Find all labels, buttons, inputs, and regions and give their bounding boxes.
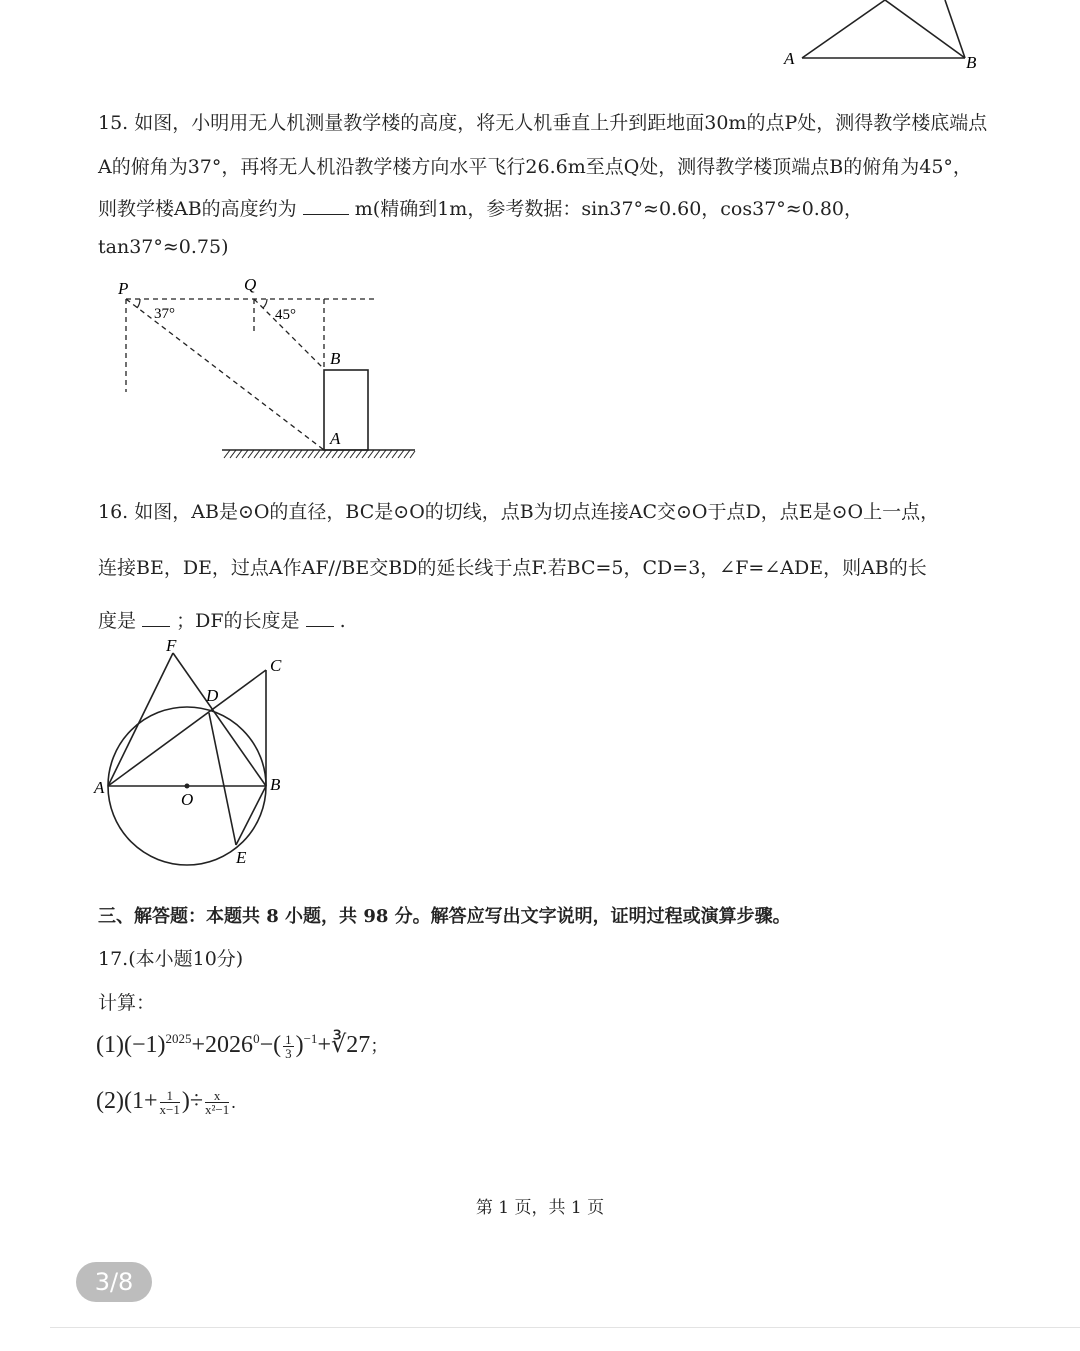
p1-base: (−1) (123, 1032, 166, 1058)
p1-label: (1) (96, 1032, 124, 1058)
previous-question-fragment (98, 0, 398, 8)
label-c: C (270, 656, 282, 675)
p2-fraction-2 (205, 1089, 229, 1116)
label-a: A (784, 49, 795, 68)
label-p: P (118, 279, 129, 298)
label-a: A (330, 429, 341, 448)
p1-frac-num: 1 (285, 1031, 292, 1047)
angle-37: 37° (154, 306, 175, 322)
p1-fraction (283, 1033, 294, 1060)
page-footer: 第 1 页，共 1 页 (475, 1198, 605, 1218)
p1-end: ； (370, 1036, 389, 1056)
p1-exp2: 0 (253, 1031, 260, 1046)
label-b: B (270, 775, 281, 794)
q17-part2-formula (96, 1088, 236, 1116)
q17-part1-formula (96, 1030, 388, 1060)
p1-frac-den: 3 (285, 1045, 292, 1061)
q15-figure (110, 272, 430, 467)
p2-f1-num: 1 (160, 1089, 180, 1103)
q17-header: 17.(本小题10分) (98, 948, 244, 970)
q15-line2: A的俯角为37°，再将无人机沿教学楼方向水平飞行26.6m至点Q处，测得教学楼顶端点B的俯角为45°， (98, 156, 972, 178)
p2-term1: (1+ (123, 1088, 158, 1114)
p1-term3b: ) (295, 1032, 304, 1058)
p2-term2: )÷ (181, 1088, 204, 1114)
q16-answer-blank-2 (306, 612, 334, 627)
p1-term4: +∛27 (317, 1032, 371, 1058)
p1-term2: +2026 (191, 1032, 254, 1058)
angle-45: 45° (275, 307, 296, 323)
p2-label: (2) (96, 1088, 124, 1114)
q16-line3-text-a: 度是 (98, 610, 137, 632)
p2-fraction-1 (160, 1089, 180, 1116)
p1-term3a: −( (259, 1032, 282, 1058)
p1-exp: 2025 (165, 1031, 192, 1046)
q16-answer-blank-1 (142, 612, 170, 627)
q15-answer-blank (303, 200, 349, 215)
q16-line2: 连接BE，DE，过点A作AF//BE交BD的延长线于点F.若BC=5，CD=3，∠F=∠ADE，则AB的长 (98, 557, 927, 579)
q16-line1: 16. 如图，AB是⊙O的直径，BC是⊙O的切线，点B为切点连接AC交⊙O于点D，点E是⊙O上一点， (98, 501, 940, 523)
label-b: B (330, 349, 341, 368)
p2-f1-den: x−1 (159, 1101, 180, 1117)
bottom-divider (50, 1327, 1080, 1328)
q15-line3 (98, 194, 863, 221)
p2-f2-num: x (205, 1089, 229, 1103)
q15-line3-text-a: 则教学楼AB的高度约为 (98, 198, 297, 220)
q15-line3-text-b: m(精确到1m，参考数据：sin37°≈0.60，cos37°≈0.80， (354, 198, 864, 220)
q15-line4: tan37°≈0.75) (98, 236, 229, 258)
label-d: D (206, 686, 219, 705)
q16-line3-text-b: ；DF的长度是 (176, 610, 300, 632)
q17-intro: 计算： (98, 992, 156, 1014)
p2-f2-den: x²−1 (205, 1101, 230, 1117)
page-indicator: 3/8 (76, 1262, 152, 1302)
label-a: A (94, 778, 105, 797)
p2-end: . (231, 1092, 236, 1112)
label-b: B (966, 53, 977, 72)
label-q: Q (244, 275, 257, 294)
label-e: E (236, 848, 247, 867)
label-f: F (166, 636, 177, 655)
q16-circle-figure (90, 635, 310, 870)
label-o: O (181, 790, 194, 809)
q16-line3-text-c: . (339, 610, 346, 632)
q16-line3 (98, 606, 346, 633)
section-3-title: 三、解答题：本题共 8 小题，共 98 分。解答应写出文字说明，证明过程或演算步骤。 (98, 906, 791, 927)
p1-exp3: −1 (303, 1031, 318, 1046)
top-triangle-figure (770, 0, 990, 80)
q15-line1: 15. 如图，小明用无人机测量教学楼的高度，将无人机垂直上升到距地面30m的点P处，测得教学楼底端点 (98, 112, 988, 134)
